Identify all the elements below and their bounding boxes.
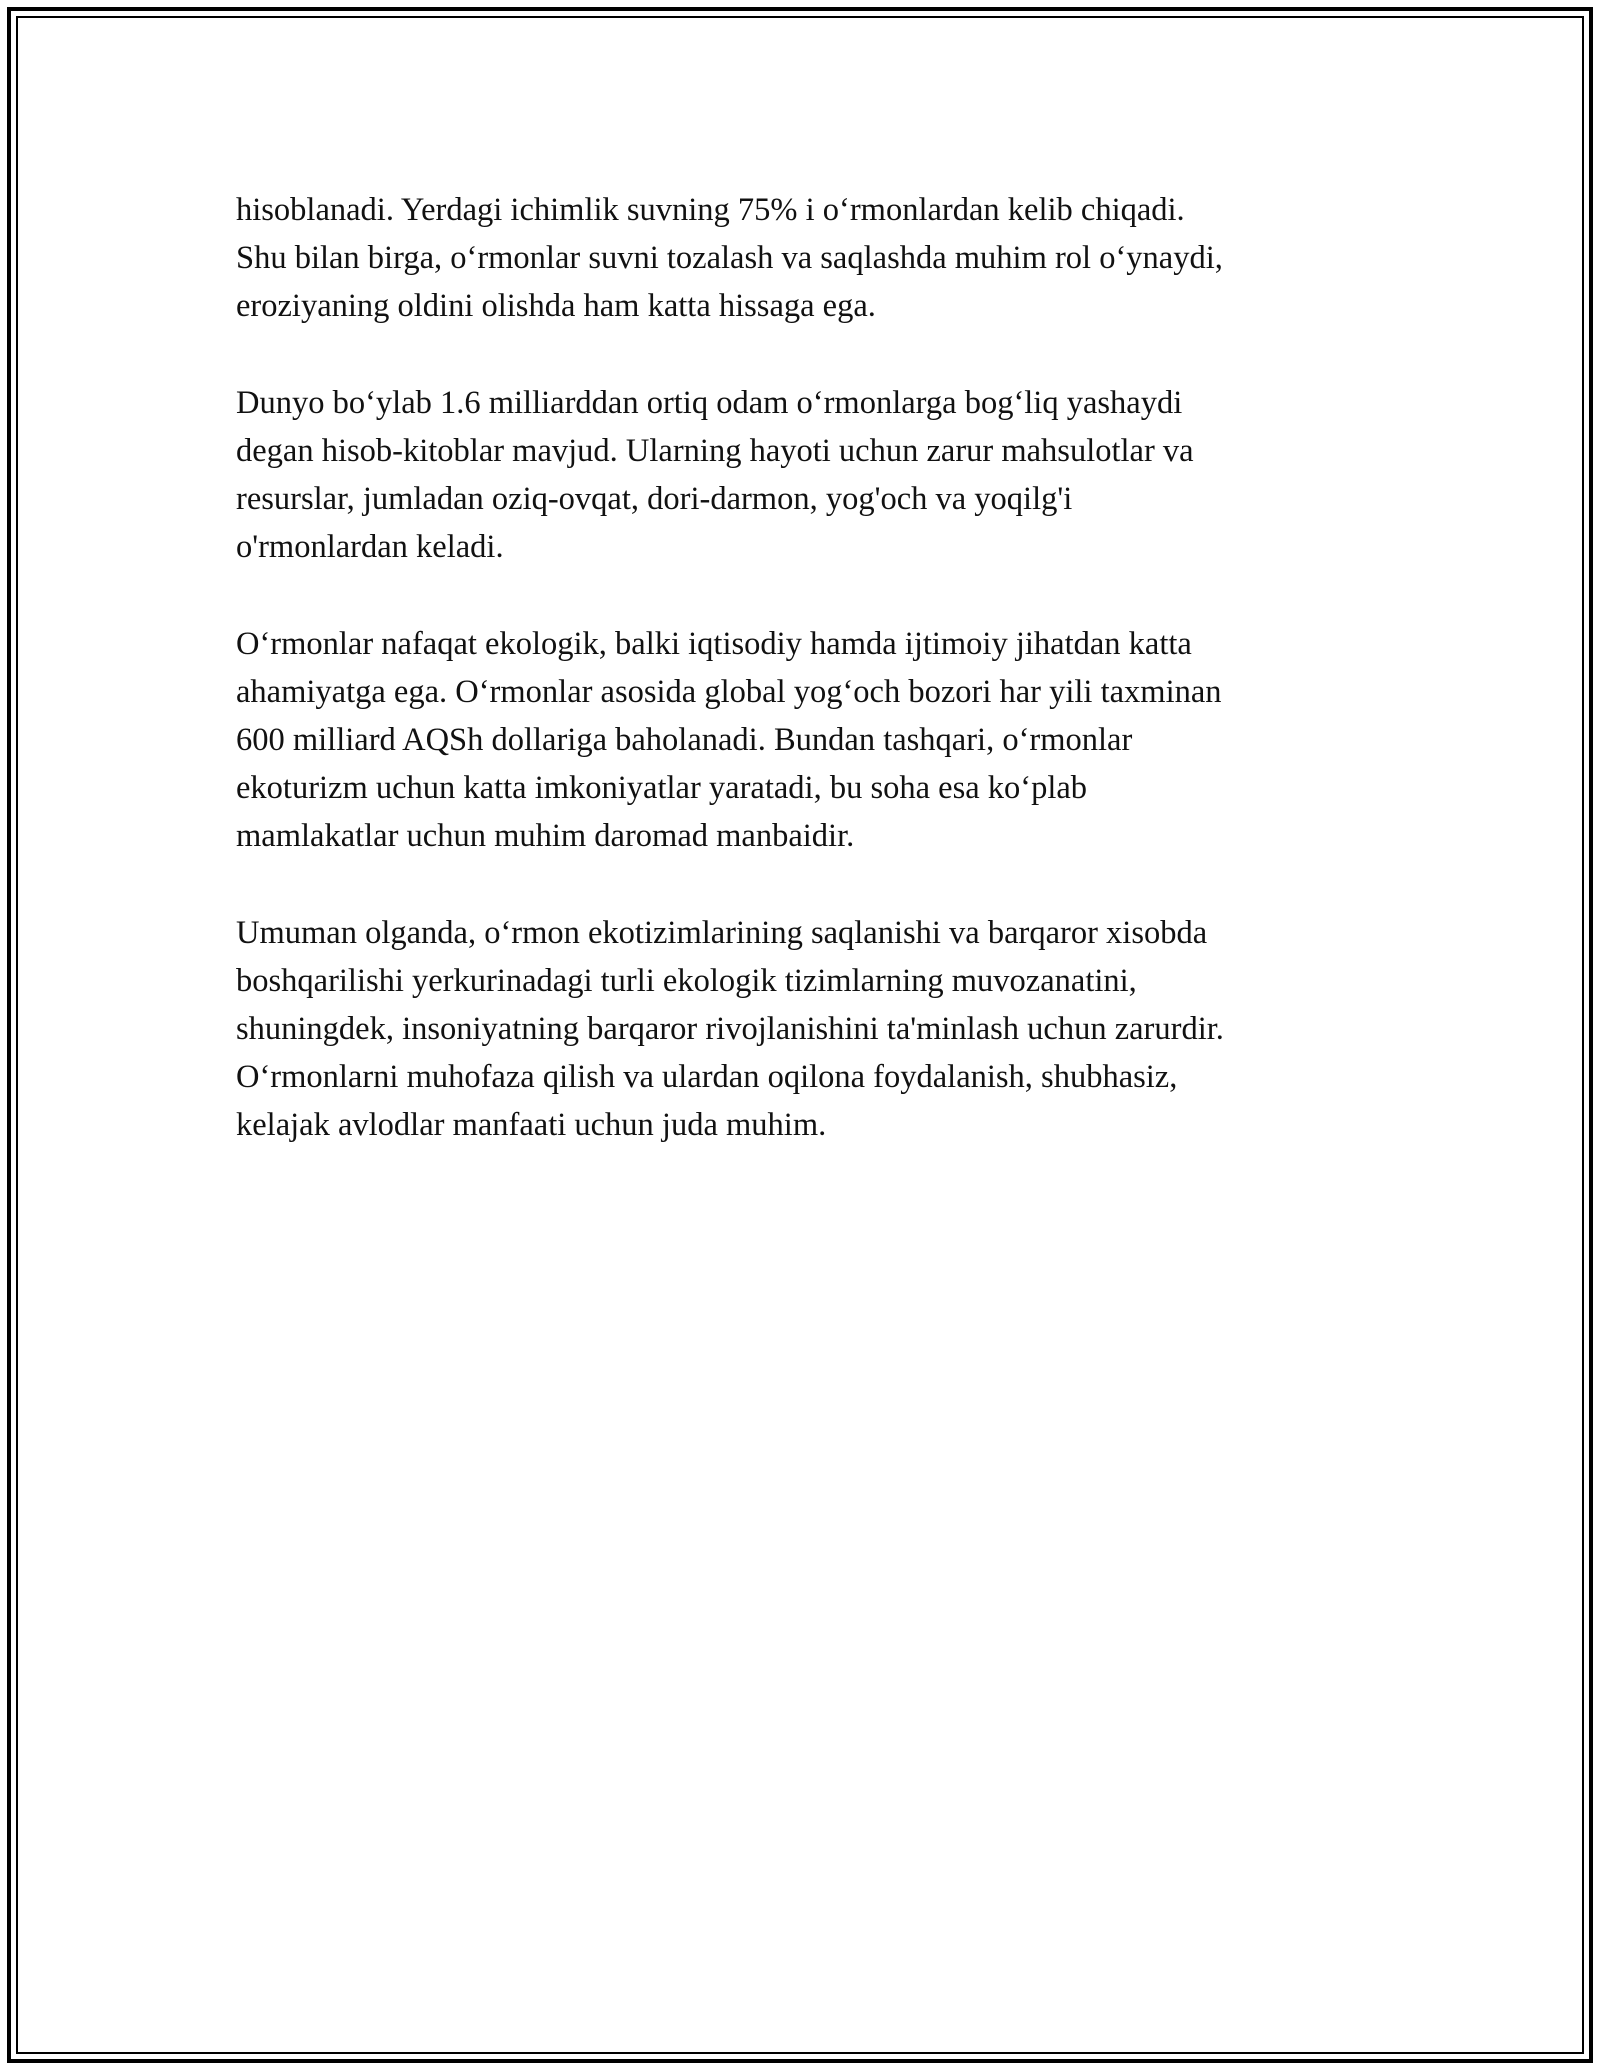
text-line: boshqarilishi yerkurinadagi turli ekologik tizimlarning muvozanatini, — [236, 963, 1137, 999]
text-line: O‘rmonlarni muhofaza qilish va ulardan oqilona foydalanish, shubhasiz, — [236, 1059, 1178, 1095]
paragraph-water — [236, 186, 1376, 330]
text-line: Dunyo bo‘ylab 1.6 milliarddan ortiq odam o‘rmonlarga bog‘liq yashaydi — [236, 385, 1183, 421]
text-line: o'rmonlardan keladi. — [236, 529, 504, 565]
text-line: hisoblanadi. Yerdagi ichimlik suvning 75% i o‘rmonlardan kelib chiqadi. — [236, 192, 1185, 228]
text-line: Umuman olganda, o‘rmon ekotizimlarining saqlanishi va barqaror xisobda — [236, 915, 1208, 951]
document-body — [236, 186, 1376, 1198]
text-line: ekoturizm uchun katta imkoniyatlar yaratadi, bu soha esa ko‘plab — [236, 770, 1088, 806]
text-line: ahamiyatga ega. O‘rmonlar asosida global yog‘och bozori har yili taxminan — [236, 674, 1222, 710]
paragraph-conclusion — [236, 909, 1376, 1149]
paragraph-economy — [236, 620, 1376, 860]
text-line: resurslar, jumladan oziq-ovqat, dori-darmon, yog'och va yoqilg'i — [236, 481, 1073, 517]
text-line: Shu bilan birga, o‘rmonlar suvni tozalash va saqlashda muhim rol o‘ynaydi, — [236, 240, 1223, 276]
text-line: eroziyaning oldini olishda ham katta hissaga ega. — [236, 288, 876, 324]
paragraph-livelihoods — [236, 379, 1376, 571]
text-line: kelajak avlodlar manfaati uchun juda muhim. — [236, 1107, 827, 1143]
text-line: degan hisob-kitoblar mavjud. Ularning hayoti uchun zarur mahsulotlar va — [236, 433, 1194, 469]
text-line: shuningdek, insoniyatning barqaror rivojlanishini ta'minlash uchun zarurdir. — [236, 1011, 1224, 1047]
text-line: mamlakatlar uchun muhim daromad manbaidir. — [236, 818, 855, 854]
text-line: 600 milliard AQSh dollariga baholanadi. Bundan tashqari, o‘rmonlar — [236, 722, 1133, 758]
text-line: O‘rmonlar nafaqat ekologik, balki iqtisodiy hamda ijtimoiy jihatdan katta — [236, 626, 1192, 662]
